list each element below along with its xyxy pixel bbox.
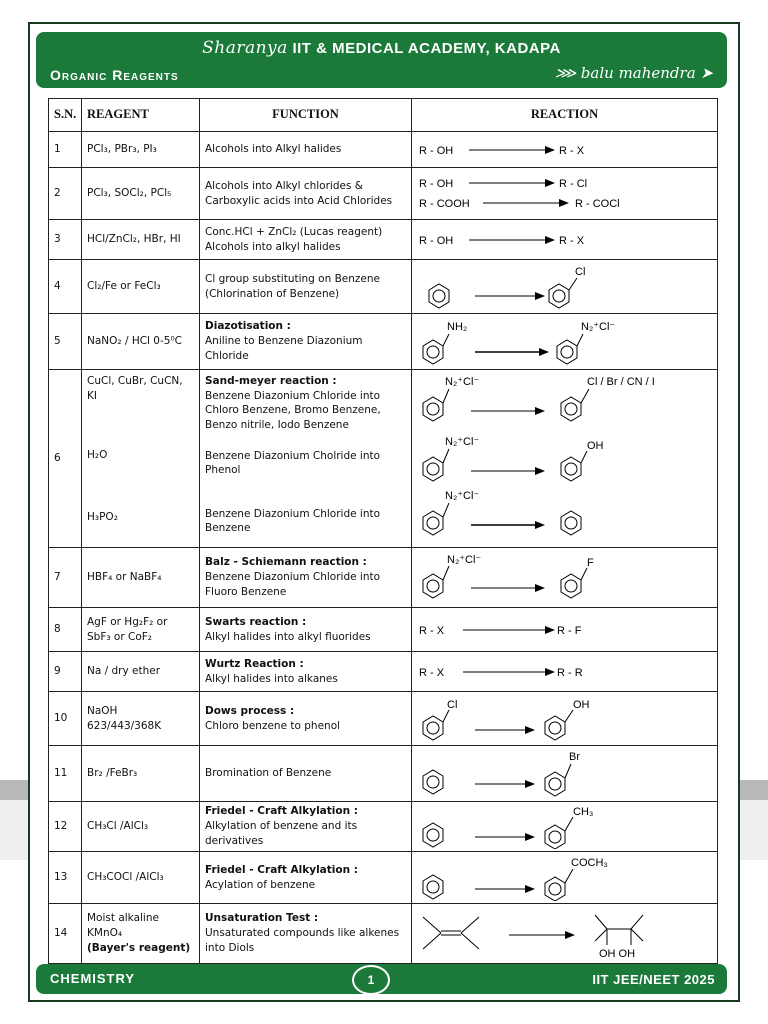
reagent-cell: HCl/ZnCl₂, HBr, HI xyxy=(82,220,200,260)
benzene-ring-icon xyxy=(545,716,565,740)
reaction-cell xyxy=(412,260,718,314)
function-cell: Alcohols into Alkyl halides xyxy=(200,132,412,168)
table-row: 7 HBF₄ or NaBF₄ Balz - Schiemann reaction : Benzene Diazonium Chloride into Fluoro Benzene N₂⁺Cl⁻ F xyxy=(49,548,718,608)
reaction-cell xyxy=(412,220,718,260)
svg-text:R - COOH: R - COOH xyxy=(419,197,470,210)
table-header-row xyxy=(49,99,718,132)
reaction-cell xyxy=(412,548,718,608)
svg-text:Cl: Cl xyxy=(575,265,586,278)
benzene-ring-icon xyxy=(545,825,565,849)
svg-text:N₂⁺Cl⁻: N₂⁺Cl⁻ xyxy=(581,320,616,333)
svg-text:OH OH: OH OH xyxy=(599,947,636,960)
table-row: 13 CH₃COCl /AlCl₃ Friedel - Craft Alkylation : Acylation of benzene COCH₃ xyxy=(49,852,718,904)
benzene-ring-icon xyxy=(423,457,443,481)
svg-text:R - R: R - R xyxy=(557,666,583,679)
reaction-cell xyxy=(412,692,718,746)
benzene-ring-icon xyxy=(561,397,581,421)
header-function: FUNCTION xyxy=(200,99,412,132)
table-row: 3 HCl/ZnCl₂, HBr, HI Conc.HCl + ZnCl₂ (Lucas reagent) Alcohols into alkyl halides R - OH R - X xyxy=(49,220,718,260)
sandmeyer-reaction-diagram xyxy=(417,373,713,545)
subject-label: CHEMISTRY xyxy=(50,971,136,986)
function-cell: Wurtz Reaction : Alkyl halides into alkanes xyxy=(200,652,412,692)
reaction-cell xyxy=(412,802,718,852)
benzene-ring-icon xyxy=(561,457,581,481)
reaction-cell xyxy=(412,314,718,370)
benzene-ring-icon xyxy=(423,397,443,421)
benzene-reaction-diagram xyxy=(417,696,713,742)
benzene-reaction-diagram xyxy=(417,750,713,798)
function-cell: Dows process : Chloro benzene to phenol xyxy=(200,692,412,746)
reagent-cell: CH₃Cl /AlCl₃ xyxy=(82,802,200,852)
svg-text:N₂⁺Cl⁻: N₂⁺Cl⁻ xyxy=(445,435,480,448)
table-row: 4 Cl₂/Fe or FeCl₃ Cl group substituting on Benzene (Chlorination of Benzene) Cl xyxy=(49,260,718,314)
function-cell: Swarts reaction : Alkyl halides into alkyl fluorides xyxy=(200,608,412,652)
benzene-ring-icon xyxy=(423,340,443,364)
reagent-cell: Cl₂/Fe or FeCl₃ xyxy=(82,260,200,314)
reagent-cell: NaOH 623/443/368K xyxy=(82,692,200,746)
reaction-arrow-diagram xyxy=(417,663,713,681)
svg-text:R - F: R - F xyxy=(557,624,582,637)
reagent-cell: PCl₃, PBr₃, PI₃ xyxy=(82,132,200,168)
benzene-ring-icon xyxy=(423,511,443,535)
function-cell: Friedel - Craft Alkylation : Alkylation of benzene and its derivatives xyxy=(200,802,412,852)
header-reagent: REAGENT xyxy=(82,99,200,132)
svg-text:N₂⁺Cl⁻: N₂⁺Cl⁻ xyxy=(447,553,482,566)
svg-text:OH: OH xyxy=(587,439,604,452)
table-row: 5 NaNO₂ / HCl 0-5⁰C Diazotisation : Aniline to Benzene Diazonium Chloride NH₂ N₂⁺Cl⁻ xyxy=(49,314,718,370)
svg-text:R - COCl: R - COCl xyxy=(575,197,620,210)
table-row: 10 NaOH 623/443/368K Dows process : Chloro benzene to phenol Cl OH xyxy=(49,692,718,746)
svg-text:N₂⁺Cl⁻: N₂⁺Cl⁻ xyxy=(445,489,480,502)
reagent-cell: PCl₃, SOCl₂, PCl₅ xyxy=(82,168,200,220)
benzene-ring-icon xyxy=(423,574,443,598)
benzene-ring-icon xyxy=(549,284,569,308)
reagent-cell: AgF or Hg₂F₂ or SbF₃ or CoF₂ xyxy=(82,608,200,652)
benzene-ring-icon xyxy=(423,823,443,847)
benzene-ring-icon xyxy=(561,574,581,598)
benzene-reaction-diagram xyxy=(417,552,713,604)
reagent-cell: Moist alkaline KMnO₄ (Bayer's reagent) xyxy=(82,904,200,964)
svg-text:R - Cl: R - Cl xyxy=(559,177,588,190)
svg-text:R - X: R - X xyxy=(559,144,585,157)
reaction-cell xyxy=(412,608,718,652)
reaction-cell xyxy=(412,168,718,220)
table-row: 8 AgF or Hg₂F₂ or SbF₃ or CoF₂ Swarts reaction : Alkyl halides into alkyl fluorides R - X R - F xyxy=(49,608,718,652)
function-cell: Alcohols into Alkyl chlorides & Carboxylic acids into Acid Chlorides xyxy=(200,168,412,220)
table-row: 9 Na / dry ether Wurtz Reaction : Alkyl halides into alkanes R - X R - R xyxy=(49,652,718,692)
reaction-cell xyxy=(412,746,718,802)
academy-name: Sharanya IIT & MEDICAL ACADEMY, KADAPA xyxy=(202,38,561,58)
page-title: Organic Reagents xyxy=(50,67,179,83)
svg-text:Br: Br xyxy=(569,750,580,763)
benzene-ring-icon xyxy=(545,772,565,796)
benzene-ring-icon xyxy=(557,340,577,364)
svg-text:CH₃: CH₃ xyxy=(573,805,594,818)
reaction-cell xyxy=(412,904,718,964)
reagent-cell: CuCl, CuBr, CuCN, KI H₂O H₃PO₂ xyxy=(82,370,200,548)
reaction-arrow-diagram xyxy=(417,175,713,213)
benzene-reaction-diagram xyxy=(417,805,713,849)
svg-text:Cl: Cl xyxy=(447,698,458,711)
exam-label: IIT JEE/NEET 2025 xyxy=(592,972,715,987)
reaction-cell xyxy=(412,132,718,168)
reaction-arrow-diagram xyxy=(417,621,713,639)
function-cell: Diazotisation : Aniline to Benzene Diazonium Chloride xyxy=(200,314,412,370)
svg-text:OH: OH xyxy=(573,698,590,711)
table-row: 14 Moist alkaline KMnO₄ (Bayer's reagent) Unsaturation Test : Unsaturated compounds like alkenes into Diols OH OH xyxy=(49,904,718,964)
reagent-cell: Na / dry ether xyxy=(82,652,200,692)
header-reaction: REACTION xyxy=(412,99,718,132)
benzene-ring-icon xyxy=(423,716,443,740)
reagent-cell: NaNO₂ / HCl 0-5⁰C xyxy=(82,314,200,370)
reaction-arrow-diagram xyxy=(417,231,713,249)
function-cell: Conc.HCl + ZnCl₂ (Lucas reagent) Alcohols into alkyl halides xyxy=(200,220,412,260)
svg-text:COCH₃: COCH₃ xyxy=(571,856,608,869)
table-row: 11 Br₂ /FeBr₃ Bromination of Benzene Br xyxy=(49,746,718,802)
reagent-cell: HBF₄ or NaBF₄ xyxy=(82,548,200,608)
svg-text:R - OH: R - OH xyxy=(419,177,454,190)
function-cell: Cl group substituting on Benzene (Chlorination of Benzene) xyxy=(200,260,412,314)
table-row: 6 CuCl, CuBr, CuCN, KI H₂O H₃PO₂ Sand-meyer reaction : Benzene Diazonium Chloride into Chloro Benzene, Bromo Benzene, Benzo nitrile, Iodo Benzene Benzene Diazonium Cholride into Phenol Benzene Diazonium Chloride into Benzene N₂⁺Cl⁻ Cl / Br / CN / I N₂⁺Cl⁻ OH N₂⁺Cl⁻ xyxy=(49,370,718,548)
benzene-ring-icon xyxy=(561,511,581,535)
author-signature: ⋙ balu mahendra ➤ xyxy=(554,64,713,82)
table-row: 2 PCl₃, SOCl₂, PCl₅ Alcohols into Alkyl chlorides & Carboxylic acids into Acid Chlorides R - OH R - Cl R - COOH R - COCl xyxy=(49,168,718,220)
svg-text:N₂⁺Cl⁻: N₂⁺Cl⁻ xyxy=(445,375,480,388)
table-row: 1 PCl₃, PBr₃, PI₃ Alcohols into Alkyl halides R - OH R - X xyxy=(49,132,718,168)
benzene-ring-icon xyxy=(545,877,565,901)
alkene-diol-diagram xyxy=(417,907,713,961)
svg-text:Cl / Br / CN / I: Cl / Br / CN / I xyxy=(587,375,655,388)
function-cell: Bromination of Benzene xyxy=(200,746,412,802)
page-footer xyxy=(36,964,727,994)
svg-text:R - X: R - X xyxy=(419,624,445,637)
reaction-cell xyxy=(412,370,718,548)
benzene-ring-icon xyxy=(423,875,443,899)
table-row: 12 CH₃Cl /AlCl₃ Friedel - Craft Alkylation : Alkylation of benzene and its derivatives CH₃ xyxy=(49,802,718,852)
benzene-ring-icon xyxy=(429,284,449,308)
reaction-cell xyxy=(412,852,718,904)
reagent-cell: Br₂ /FeBr₃ xyxy=(82,746,200,802)
function-cell: Sand-meyer reaction : Benzene Diazonium Chloride into Chloro Benzene, Bromo Benzene, Benzo nitrile, Iodo Benzene Benzene Diazonium Cholride into Phenol Benzene Diazonium Chloride into Benzene xyxy=(200,370,412,548)
svg-text:NH₂: NH₂ xyxy=(447,320,468,333)
benzene-reaction-diagram xyxy=(417,318,713,366)
svg-text:F: F xyxy=(587,556,594,569)
reaction-arrow-diagram xyxy=(417,141,713,159)
svg-text:R - X: R - X xyxy=(559,234,585,247)
reagents-table xyxy=(48,98,718,964)
header-sn: S.N. xyxy=(49,99,82,132)
benzene-ring-icon xyxy=(423,770,443,794)
reagent-cell: CH₃COCl /AlCl₃ xyxy=(82,852,200,904)
page-header xyxy=(36,32,727,88)
reaction-cell xyxy=(412,652,718,692)
benzene-reaction-diagram xyxy=(417,264,713,310)
page-number: 1 xyxy=(352,965,390,995)
benzene-reaction-diagram xyxy=(417,855,713,901)
function-cell: Unsaturation Test : Unsaturated compounds like alkenes into Diols xyxy=(200,904,412,964)
svg-text:R - OH: R - OH xyxy=(419,144,454,157)
svg-text:R - X: R - X xyxy=(419,666,445,679)
function-cell: Balz - Schiemann reaction : Benzene Diazonium Chloride into Fluoro Benzene xyxy=(200,548,412,608)
svg-text:R - OH: R - OH xyxy=(419,234,454,247)
function-cell: Friedel - Craft Alkylation : Acylation of benzene xyxy=(200,852,412,904)
